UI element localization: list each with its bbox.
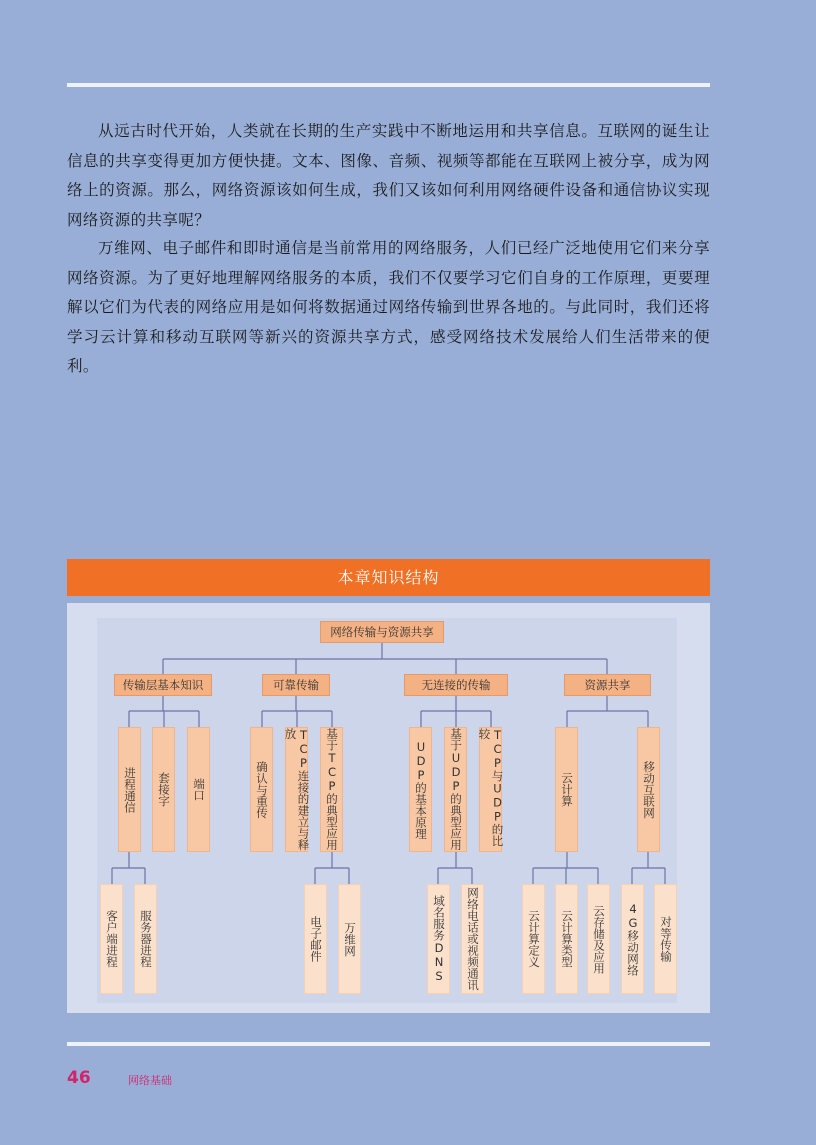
node-p2p-transfer: 对等传输	[654, 884, 677, 994]
node-udp-applications: 基于UDP的典型应用	[444, 727, 467, 852]
node-port: 端口	[187, 727, 210, 852]
branch-reliable-transmission: 可靠传输	[262, 674, 330, 696]
intro-paragraph-2: 万维网、电子邮件和即时通信是当前常用的网络服务，人们已经广泛地使用它们来分享网络资源。为了更好地理解网络服务的本质，我们不仅要学习它们自身的工作原理，更要理解以它们为代表的网络应用是如何将数据通过网络传输到世界各地的。与此同时，我们还将学习云计算和移动互联网等新兴的资源共享方式，感受网络技术发展给人们生活带来的便利。	[67, 239, 710, 375]
node-process-communication: 进程通信	[118, 727, 141, 852]
node-cloud-definition: 云计算定义	[522, 884, 545, 994]
node-server-process: 服务器进程	[134, 884, 157, 994]
node-cloud-computing: 云计算	[555, 727, 578, 852]
node-tcp-connection: TCP连接的建立与释放	[283, 728, 311, 851]
tree-root: 网络传输与资源共享	[320, 621, 444, 643]
node-www: 万维网	[338, 884, 361, 994]
node-cloud-types: 云计算类型	[555, 884, 578, 994]
branch-resource-sharing: 资源共享	[564, 674, 651, 696]
branch-transport-layer-basics: 传输层基本知识	[114, 674, 212, 696]
node-voip-video: 网络电话或视频通讯	[461, 884, 484, 994]
intro-paragraph-1: 从远古时代开始，人类就在长期的生产实践中不断地运用和共享信息。互联网的诞生让信息的共享变得更加方便快捷。文本、图像、音频、视频等都能在互联网上被分享，成为网络上的资源。那么，网络资源该如何生成，我们又该如何利用网络硬件设备和通信协议实现网络资源的共享呢？	[67, 122, 710, 229]
node-udp-principle: UDP的基本原理	[409, 727, 432, 852]
running-title: 网络基础	[128, 1074, 172, 1087]
node-4g-network: 4G移动网络	[621, 884, 644, 994]
node-socket: 套接字	[152, 727, 175, 852]
node-tcp-applications: 基于TCP的典型应用	[320, 727, 343, 852]
bottom-rule	[67, 1042, 710, 1046]
chapter-structure-banner: 本章知识结构	[67, 559, 710, 596]
node-cloud-storage: 云存储及应用	[587, 884, 610, 994]
node-tcp-udp-comparison: TCP与UDP的比较	[479, 727, 502, 852]
node-mobile-internet: 移动互联网	[637, 727, 660, 852]
node-dns: 域名服务DNS	[427, 884, 450, 994]
node-ack-retransmit: 确认与重传	[250, 727, 273, 852]
branch-connectionless-transmission: 无连接的传输	[404, 674, 508, 696]
page-number: 46	[67, 1068, 91, 1088]
node-client-process: 客户端进程	[100, 884, 123, 994]
node-email: 电子邮件	[304, 884, 327, 994]
